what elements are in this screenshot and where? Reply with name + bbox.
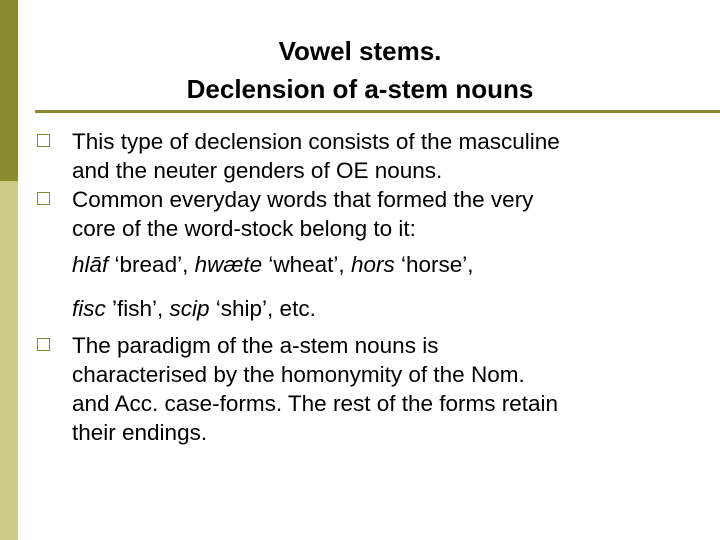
hollow-square-icon [37,134,50,147]
title-line-1: Vowel stems. [278,36,442,66]
title-line-2: Declension of a-stem nouns [186,74,534,104]
bullet-text-line: core of the word-stock belong to it: [72,216,416,241]
bullet-text-line: This type of declension consists of the masculine [72,129,560,154]
bullet-text-line: Common everyday words that formed the very [72,187,534,212]
example-word: fisc [72,296,106,321]
slide-title [60,32,660,108]
example-gloss: ‘bread’, [108,252,195,277]
title-divider [35,110,720,113]
bullet-item [36,331,696,447]
bullet-text-line: and Acc. case-forms. The rest of the forms retain [72,391,559,416]
bullet-text-line: The paradigm of the a-stem nouns is [72,333,439,358]
example-gloss: ’fish’, [105,296,170,321]
hollow-square-icon [37,192,50,205]
bullet-item [36,185,696,331]
bullet-item [36,127,696,185]
example-word: hors [350,252,395,277]
bullet-list [36,127,696,447]
example-word: hlāf [72,252,109,277]
example-gloss: ‘wheat’, [262,252,351,277]
left-accent-bar-dark [0,0,18,181]
bullet-text-line: characterised by the homonymity of the Nom. [72,362,525,387]
example-word: hwæte [194,252,263,277]
example-gloss: ‘ship’, etc. [209,296,316,321]
left-accent-bar-light [0,181,18,540]
example-gloss: ‘horse’, [394,252,474,277]
hollow-square-icon [37,338,50,351]
bullet-text-line: and the neuter genders of OE nouns. [72,158,443,183]
example-words-line [72,243,696,287]
bullet-text-line: their endings. [72,420,208,445]
left-accent-bar [0,0,18,540]
example-word: scip [169,296,210,321]
example-words-line [72,287,696,331]
